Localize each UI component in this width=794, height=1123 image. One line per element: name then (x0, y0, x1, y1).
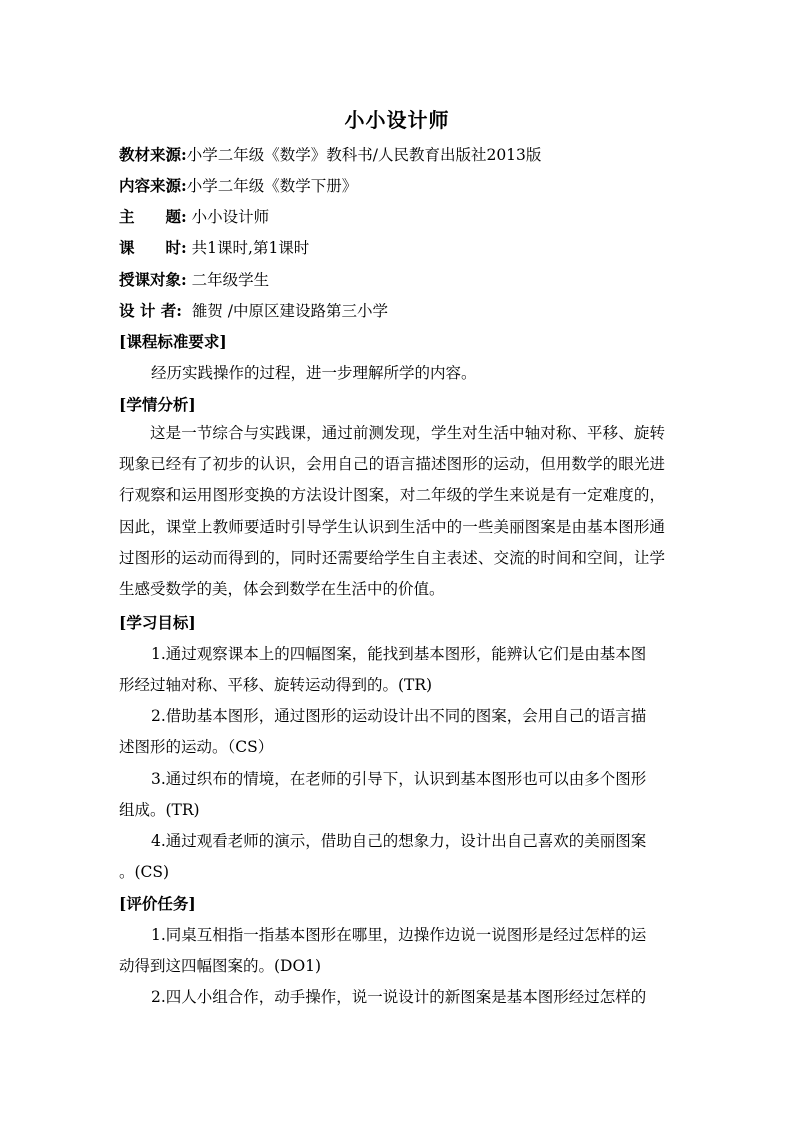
meta-label: 设 计 者: (119, 301, 183, 320)
meta-topic (119, 205, 269, 227)
goal-item-1-line2: 形经过轴对称、平移、旋转运动得到的。(TR) (119, 676, 433, 694)
section-heading-tasks: [评价任务] (119, 894, 196, 913)
section-heading-analysis: [学情分析] (119, 395, 196, 414)
goal-item-3-line1: 3.通过织布的情境，在老师的引导下，认识到基本图形也可以由多个图形 (151, 770, 647, 788)
meta-label: 内容来源: (119, 176, 187, 195)
meta-value: 小学二年级《数学》教科书/人民教育出版社2013版 (186, 146, 542, 164)
goal-item-3-line2: 组成。(TR) (119, 801, 200, 819)
task-item-2-line1: 2.四人小组合作，动手操作，说一说设计的新图案是基本图形经过怎样的 (151, 988, 647, 1006)
analysis-paragraph: 这是一节综合与实践课，通过前测发现，学生对生活中轴对称、平移、旋转现象已经有了初步的认识，会用自己的语言描述图形的运动，但用数学的眼光进行观察和运用图形变换的方法设计图案，对二年级的学生来说是有一定难度的，因此，课堂上教师要适时引导学生认识到生活中的一些美丽图案是由基本图形通过图形的运动而得到的，同时还需要给学生自主表述、交流的时间和空间，让学生感受数学的美，体会到数学在生活中的价值。 (119, 424, 665, 599)
meta-audience (119, 268, 269, 290)
meta-value: 共1课时,第1课时 (186, 239, 310, 257)
meta-value: 小小设计师 (186, 208, 270, 226)
task-item-1-line2: 动得到这四幅图案的。(DO1) (119, 957, 322, 975)
meta-label: 授课对象: (119, 270, 187, 289)
meta-lesson-hours (119, 236, 309, 258)
meta-content-source (119, 174, 357, 196)
goal-item-2-line1: 2.借助基本图形，通过图形的运动设计出不同的图案，会用自己的语言描 (151, 707, 647, 725)
section-heading-standard: [课程标准要求] (119, 332, 227, 351)
meta-label: 教材来源: (119, 145, 187, 164)
meta-value: 小学二年级《数学下册》 (186, 177, 358, 195)
meta-source-book (119, 143, 541, 165)
meta-designer (119, 299, 388, 321)
goal-item-4-line1: 4.通过观看老师的演示，借助自己的想象力，设计出自己喜欢的美丽图案 (151, 832, 647, 850)
meta-label: 主 题: (119, 207, 187, 226)
meta-value: 二年级学生 (186, 271, 270, 289)
goal-item-4-line2: 。(CS) (119, 863, 170, 881)
goal-item-2-line2: 述图形的运动。（CS） (119, 738, 274, 756)
meta-value: 雒贺 /中原区建设路第三小学 (182, 302, 389, 320)
section-heading-goals: [学习目标] (119, 613, 196, 632)
task-item-1-line1: 1.同桌互相指一指基本图形在哪里，边操作边说一说图形是经过怎样的运 (151, 926, 647, 944)
standard-text: 经历实践操作的过程，进一步理解所学的内容。 (151, 364, 477, 382)
document-title: 小小设计师 (344, 108, 450, 132)
meta-label: 课 时: (119, 238, 187, 257)
goal-item-1-line1: 1.通过观察课本上的四幅图案，能找到基本图形，能辨认它们是由基本图 (151, 645, 647, 663)
